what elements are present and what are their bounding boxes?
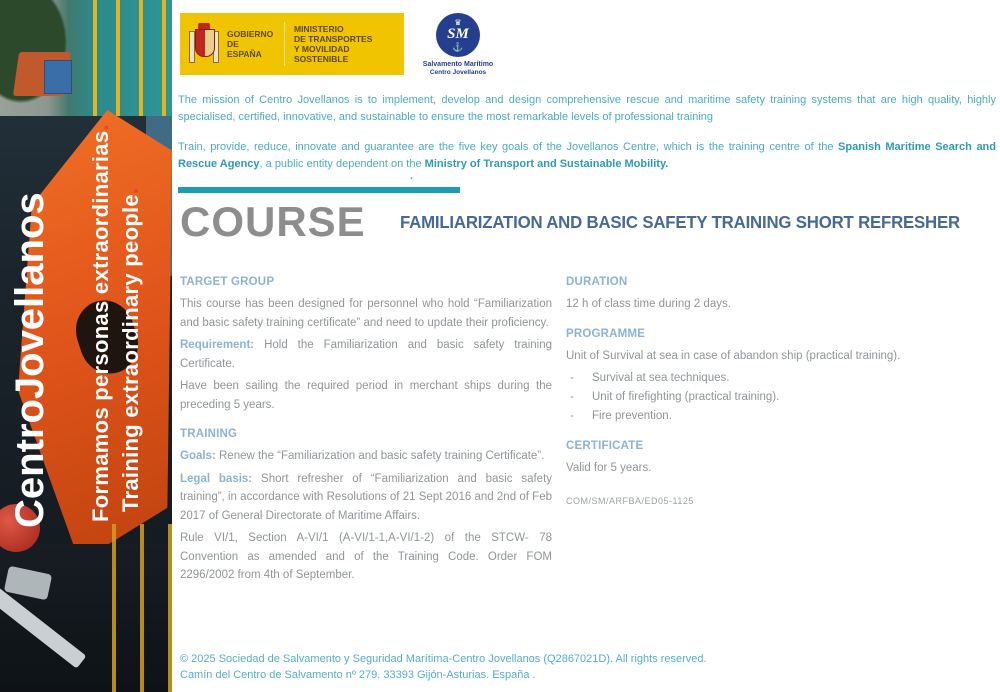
- section-heading-duration: DURATION: [566, 276, 628, 288]
- gobierno-line2: DE ESPAÑA: [227, 39, 262, 59]
- legal-basis-label: Legal basis:: [180, 472, 253, 485]
- mission-intro: [178, 92, 996, 182]
- gobierno-title: [227, 29, 275, 59]
- mission-p2-ministry: Ministry of Transport and Sustainable Mobility.: [424, 157, 669, 170]
- programme-item: [566, 407, 986, 426]
- programme-item-text: Survival at sea techniques.: [592, 372, 730, 384]
- dash-bullet: -: [570, 391, 574, 403]
- teal-divider-rule: [178, 187, 460, 193]
- header-logos: [180, 13, 494, 77]
- anchor-icon: ⚓: [452, 41, 464, 52]
- course-header: [180, 198, 983, 246]
- legal-basis-paragraph: [180, 470, 552, 526]
- right-column: [566, 276, 986, 589]
- requirement-paragraph: [180, 336, 552, 373]
- programme-item-text: Fire prevention.: [592, 410, 672, 422]
- mission-paragraph-2: [178, 139, 996, 172]
- gobierno-divider: [284, 22, 285, 66]
- course-details: [180, 276, 986, 589]
- dash-bullet: -: [570, 372, 574, 384]
- photo-machinery-railings: [88, 524, 172, 692]
- left-column: [180, 276, 552, 589]
- programme-intro: Unit of Survival at sea in case of abandon ship (practical training).: [566, 349, 901, 362]
- brand-vertical-text: [8, 192, 53, 528]
- stray-period: .: [410, 170, 414, 182]
- tagline-english: [118, 188, 144, 512]
- content-area: [172, 0, 1000, 692]
- programme-item: [566, 369, 986, 388]
- coa-crown: [198, 23, 210, 29]
- crown-icon: ♛: [454, 17, 462, 27]
- mission-paragraph-1: The mission of Centro Jovellanos is to implement, develop and design comprehensive rescue and maritime safety training systems that are high quality, highly specialised, certified, innovative, and sustainable to ensure the most remarkable levels of professional training: [178, 94, 996, 123]
- certificate-text: Valid for 5 years.: [566, 462, 652, 474]
- tagline-english-text: Training extraordinary people: [118, 194, 143, 512]
- coa-shield: [195, 29, 215, 57]
- legal-basis-rule-text: Rule VI/1, Section A-VI/1 (A-VI/1-1,A-VI/1-2) of the STCW- 78 Convention as amended and of the Training Code. Order FOM 2296/2002 from 4th of September.: [180, 532, 552, 581]
- salvamento-emblem-icon: [436, 13, 480, 57]
- footer-address: Camín del Centro de Salvamento nº 279. 33393 Gijón-Asturias. España .: [180, 668, 536, 681]
- goals-text: Renew the “Familiarization and basic safety training Certificate”.: [215, 450, 545, 462]
- course-title: FAMILIARIZATION AND BASIC SAFETY TRAINING SHORT REFRESHER: [399, 211, 960, 232]
- certificate-code: COM/SM/ARFBA/ED05-1125: [566, 495, 694, 506]
- ministry-line1: MINISTERIO: [293, 24, 344, 34]
- target-group-text: This course has been designed for personnel who hold “Familiarization and basic safety training certificate” and need to update their proficiency.: [180, 298, 552, 329]
- gobierno-line1: GOBIERNO: [227, 29, 274, 39]
- programme-item: [566, 388, 986, 407]
- photo-pool-railings: [74, 0, 172, 116]
- salvamento-sub: Centro Jovellanos: [429, 69, 487, 76]
- section-heading-training: TRAINING: [180, 428, 238, 440]
- requirement-label: Requirement:: [180, 339, 255, 351]
- legal-basis-text: Short refresher of “Familiarization and basic safety training”, in accordance with Resolutions of 21 Sept 2016 and 2nd of Feb 2017 of General Directorate of Maritime Affairs.: [180, 472, 553, 522]
- section-heading-programme: PROGRAMME: [566, 327, 646, 340]
- gobierno-logo: [180, 13, 404, 75]
- sailing-requirement-text: Have been sailing the required period in merchant ships during the preceding 5 years.: [180, 380, 552, 411]
- section-heading-certificate: CERTIFICATE: [566, 440, 644, 452]
- mission-p2-mid: , a public entity dependent on the: [259, 157, 425, 170]
- sm-monogram: SM: [447, 25, 469, 42]
- mission-p2-agency: Spanish Maritime Search and Rescue Agency: [178, 141, 996, 170]
- ministry-line2: DE TRANSPORTES: [293, 34, 373, 44]
- goals-paragraph: [180, 447, 552, 466]
- goals-label: Goals:: [180, 450, 216, 462]
- tagline-spanish-dot: .: [88, 124, 113, 131]
- salvamento-name: Salvamento Marítimo: [422, 61, 494, 68]
- tagline-english-dot: .: [118, 187, 143, 194]
- tagline-spanish-text: Formamos personas extraordinarias: [88, 130, 113, 522]
- section-heading-target-group: TARGET GROUP: [180, 276, 275, 288]
- tagline-spanish: [88, 124, 114, 522]
- ministry-line3: Y MOVILIDAD SOSTENIBLE: [293, 44, 350, 64]
- duration-text: 12 h of class time during 2 days.: [566, 298, 731, 310]
- photo-building: [44, 60, 72, 94]
- requirement-text: Hold the Familiarization and basic safety training Certificate.: [180, 339, 552, 370]
- brand-name: CentroJovellanos: [8, 192, 52, 528]
- footer: [180, 652, 707, 683]
- spain-coat-of-arms-icon: [189, 23, 219, 65]
- footer-copyright: © 2025 Sociedad de Salvamento y Seguridad Marítima-Centro Jovellanos (Q2867021D). All rights reserved.: [180, 653, 707, 665]
- dash-bullet: -: [570, 410, 574, 422]
- sidebar-photo: [0, 0, 172, 692]
- salvamento-logo: [422, 13, 494, 77]
- programme-item-text: Unit of firefighting (practical training).: [592, 391, 780, 403]
- course-label: COURSE: [180, 198, 366, 245]
- ministry-title: [294, 24, 404, 64]
- mission-p2-prefix: Train, provide, reduce, innovate and guarantee are the five key goals of the Jovellanos Centre, which is the training centre of the: [178, 141, 839, 153]
